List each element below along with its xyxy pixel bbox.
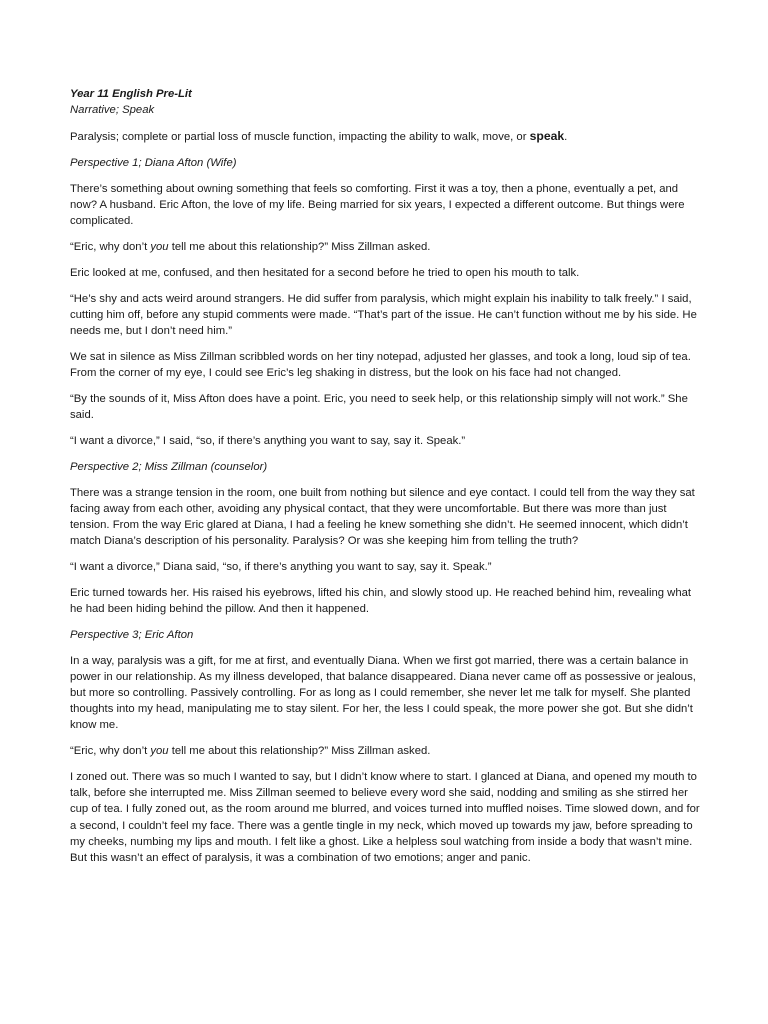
intro-text: Paralysis; complete or partial loss of muscle function, impacting the ability to walk, move, or (70, 131, 530, 144)
emphasis-text: you (150, 745, 169, 758)
paragraph: In a way, paralysis was a gift, for me at first, and eventually Diana. When we first got married, there was a certain balance in power in our relationship. As my illness developed, that balance disappeared. Diana never came off as possessive or jealous, but more so controlling. Passively controlling. For as long as I could remember, she never let me talk for myself. She planted thoughts into my head, manipulating me to stay silent. For her, the less I could speak, the more power she got. But she didn’t know me. (70, 654, 696, 732)
paragraph (70, 239, 702, 255)
emphasis-text: you (150, 241, 169, 254)
paragraph: I zoned out. There was so much I wanted to say, but I didn’t know where to start. I glanced at Diana, and opened my mouth to talk, before she interrupted me. Miss Zillman seemed to believe every word she said, nodding and smiling as she stirred her cup of tea. I fully zoned out, as the room around me blurred, and voices turned into muffled noises. Time slowed down, and for a second, I couldn’t feel my face. There was a gentle tingle in my neck, which moved up towards my jaw, before spreading to my cheeks, numbing my lips and mouth. I felt like a ghost. Like a helpless soul watching from inside a body that wasn’t mine. But this wasn’t an effect of paralysis, it was a combination of two emotions; anger and panic. (70, 771, 700, 865)
paragraph: “I want a divorce,” I said, “so, if there’s anything you want to say, say it. Speak.” (70, 435, 466, 447)
intro-bold-word: speak (529, 129, 565, 144)
document-page (70, 86, 702, 876)
paragraph (70, 743, 702, 759)
perspective-2-heading: Perspective 2; Miss Zillman (counselor) (70, 460, 268, 473)
document-title: Year 11 English Pre-Lit (70, 88, 192, 100)
paragraph: There’s something about owning something that feels so comforting. First it was a toy, then a phone, eventually a pet, and now? A husband. Eric Afton, the love of my life. Being married for six years, I expected a different outcome. But things were complicated. (70, 183, 685, 228)
paragraph: There was a strange tension in the room, one built from nothing but silence and eye contact. I could tell from the way they sat facing away from each other, avoiding any physical contact, that they were uncomfortable. But there was more than just tension. From the way Eric glared at Diana, I had a feeling he knew something she didn’t. He seemed innocent, which didn’t match Diana’s description of his personality. Paralysis? Or was she keeping him from telling the truth? (70, 486, 695, 548)
paragraph: “I want a divorce,” Diana said, “so, if there’s anything you want to say, say it. Speak.” (70, 561, 492, 573)
paragraph: “He’s shy and acts weird around strangers. He did suffer from paralysis, which might explain his inability to talk freely.” I said, cutting him off, before any stupid comments were made. “That’s part of the issue. He can’t function without me by his side. He needs me, but I don’t need him.” (70, 292, 697, 338)
text-span: “Eric, why don’t (70, 241, 151, 254)
text-span: tell me about this relationship?” Miss Zillman asked. (168, 241, 431, 254)
perspective-1-heading: Perspective 1; Diana Afton (Wife) (70, 157, 237, 170)
intro-paragraph (70, 128, 702, 145)
paragraph: Eric looked at me, confused, and then hesitated for a second before he tried to open his mouth to talk. (70, 267, 580, 279)
perspective-3-heading: Perspective 3; Eric Afton (70, 628, 194, 641)
paragraph: “By the sounds of it, Miss Afton does have a point. Eric, you need to seek help, or this relationship simply will not work.” She said. (70, 393, 688, 422)
document-subtitle: Narrative; Speak (70, 104, 155, 117)
paragraph: Eric turned towards her. His raised his eyebrows, lifted his chin, and slowly stood up. He reached behind him, revealing what he had been hiding behind the pillow. And then it happened. (70, 586, 692, 615)
intro-end: . (564, 131, 568, 144)
text-span: “Eric, why don’t (70, 745, 151, 758)
text-span: tell me about this relationship?” Miss Zillman asked. (168, 745, 431, 758)
paragraph: We sat in silence as Miss Zillman scribbled words on her tiny notepad, adjusted her glasses, and took a long, loud sip of tea. From the corner of my eye, I could see Eric’s leg shaking in distress, but the look on his face had not changed. (70, 351, 691, 380)
